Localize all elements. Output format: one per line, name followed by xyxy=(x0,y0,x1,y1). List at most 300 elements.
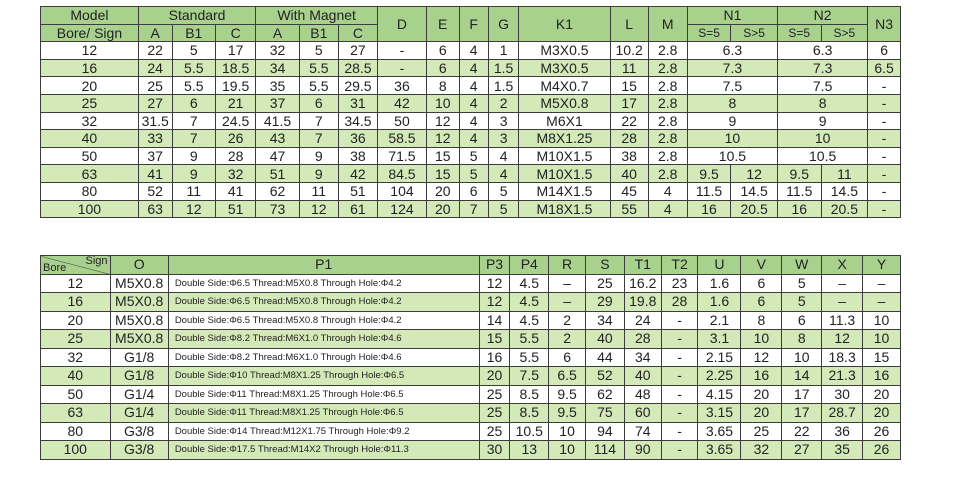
cell-c: 21 xyxy=(216,94,256,112)
header-mag-b1: B1 xyxy=(299,24,338,42)
cell-p4: 7.5 xyxy=(510,367,549,386)
cell-bore: 63 xyxy=(41,404,111,423)
table-row xyxy=(41,367,901,386)
cell-p3: 25 xyxy=(479,385,510,404)
cell-w: 17 xyxy=(782,404,822,423)
header-n3: N3 xyxy=(868,7,901,42)
cell-g: 1.5 xyxy=(488,59,518,77)
cell-u: 2.1 xyxy=(698,311,741,330)
header-t2: T2 xyxy=(661,256,698,275)
header-mag-c: C xyxy=(338,24,377,42)
cell-p1: Double Side:Φ6.5 Thread:M5X0.8 Through Hole:Φ4.2 xyxy=(168,293,479,312)
cell-k1: M8X1.25 xyxy=(519,130,610,148)
cell-v: 32 xyxy=(741,441,782,460)
cell-mc: 42 xyxy=(338,165,377,183)
cell-p4: 4.5 xyxy=(510,274,549,293)
cell-n2: 7.3 xyxy=(778,59,868,77)
cell-w: 8 xyxy=(782,330,822,349)
cell-k1: M3X0.5 xyxy=(519,42,610,60)
cell-e: 20 xyxy=(426,182,459,200)
cell-u: 3.1 xyxy=(698,330,741,349)
cell-l: 11 xyxy=(610,59,648,77)
cell-e: 6 xyxy=(426,59,459,77)
cell-mc: 38 xyxy=(338,147,377,165)
header-std-c: C xyxy=(216,24,256,42)
table-row xyxy=(41,330,901,349)
cell-x: 35 xyxy=(822,441,863,460)
cell-f: 4 xyxy=(459,130,488,148)
cell-u: 2.25 xyxy=(698,367,741,386)
cell-x: – xyxy=(822,293,863,312)
cell-u: 3.65 xyxy=(698,441,741,460)
cell-e: 15 xyxy=(426,147,459,165)
cell-w: 17 xyxy=(782,385,822,404)
cell-p3: 30 xyxy=(479,441,510,460)
cell-y: 26 xyxy=(863,441,901,460)
cell-o: M5X0.8 xyxy=(110,274,168,293)
cell-s: 25 xyxy=(586,274,625,293)
cell-r: 10 xyxy=(549,422,586,441)
cell-r: 2 xyxy=(549,311,586,330)
cell-v: 16 xyxy=(741,367,782,386)
cell-v: 20 xyxy=(741,404,782,423)
cell-o: M5X0.8 xyxy=(110,330,168,349)
cell-f: 5 xyxy=(459,147,488,165)
header-n2-sg5: S>5 xyxy=(821,24,868,42)
cell-y: 15 xyxy=(863,348,901,367)
cell-n2: 8 xyxy=(778,94,868,112)
cell-p1: Double Side:Φ11 Thread:M8X1.25 Through Hole:Φ6.5 xyxy=(168,404,479,423)
cell-g: 2 xyxy=(488,94,518,112)
cell-ma: 35 xyxy=(256,77,299,95)
cell-x: 21.3 xyxy=(822,367,863,386)
cell-l: 28 xyxy=(610,130,648,148)
cell-e: 6 xyxy=(426,42,459,60)
cell-t1: 16.2 xyxy=(624,274,661,293)
cell-x: 11.3 xyxy=(822,311,863,330)
cell-s: 44 xyxy=(586,348,625,367)
cell-v: 6 xyxy=(741,293,782,312)
cell-e: 20 xyxy=(426,200,459,218)
cell-r: 10 xyxy=(549,441,586,460)
table-row xyxy=(41,165,901,183)
cell-t2: - xyxy=(661,404,698,423)
cell-m: 2.8 xyxy=(648,165,687,183)
cell-t2: - xyxy=(661,311,698,330)
cell-bore: 40 xyxy=(41,367,111,386)
cell-n1: 10.5 xyxy=(687,147,777,165)
cell-b1: 7 xyxy=(172,112,215,130)
header-w: W xyxy=(782,256,822,275)
cell-ma: 73 xyxy=(256,200,299,218)
cell-n3: - xyxy=(868,182,901,200)
cell-k1: M4X0.7 xyxy=(519,77,610,95)
cell-a: 31.5 xyxy=(138,112,172,130)
cell-p3: 12 xyxy=(479,293,510,312)
cell-p1: Double Side:Φ17.5 Thread:M14X2 Through Hole:Φ11.3 xyxy=(168,441,479,460)
cell-mb1: 7 xyxy=(299,130,338,148)
table-row xyxy=(41,182,901,200)
cell-n1a: 9.5 xyxy=(687,165,730,183)
cell-a: 41 xyxy=(138,165,172,183)
cell-a: 52 xyxy=(138,182,172,200)
cell-l: 17 xyxy=(610,94,648,112)
cell-n1: 6.3 xyxy=(687,42,777,60)
cell-c: 24.5 xyxy=(216,112,256,130)
cell-v: 6 xyxy=(741,274,782,293)
cell-p4: 10.5 xyxy=(510,422,549,441)
cell-mb1: 6 xyxy=(299,94,338,112)
cell-mb1: 5.5 xyxy=(299,77,338,95)
cell-s: 94 xyxy=(586,422,625,441)
cell-t2: - xyxy=(661,441,698,460)
cell-l: 38 xyxy=(610,147,648,165)
cell-g: 1.5 xyxy=(488,77,518,95)
cell-bore: 20 xyxy=(41,311,111,330)
cell-t2: 28 xyxy=(661,293,698,312)
cell-t1: 28 xyxy=(624,330,661,349)
cell-u: 1.6 xyxy=(698,274,741,293)
cell-t1: 60 xyxy=(624,404,661,423)
cell-k1: M10X1.5 xyxy=(519,147,610,165)
cell-m: 2.8 xyxy=(648,42,687,60)
cell-bore: 80 xyxy=(41,182,139,200)
cell-m: 4 xyxy=(648,182,687,200)
cell-x: 18.3 xyxy=(822,348,863,367)
cell-a: 37 xyxy=(138,147,172,165)
cell-d: 71.5 xyxy=(378,147,427,165)
cell-s: 29 xyxy=(586,293,625,312)
cell-p4: 8.5 xyxy=(510,385,549,404)
cell-t1: 48 xyxy=(624,385,661,404)
cell-p1: Double Side:Φ10 Thread:M8X1.25 Through Hole:Φ6.5 xyxy=(168,367,479,386)
cell-n3: 6 xyxy=(868,42,901,60)
cell-t2: 23 xyxy=(661,274,698,293)
cell-p4: 5.5 xyxy=(510,330,549,349)
dimension-table-1 xyxy=(40,6,901,218)
cell-bore: 40 xyxy=(41,130,139,148)
cell-ma: 47 xyxy=(256,147,299,165)
cell-c: 41 xyxy=(216,182,256,200)
cell-u: 1.6 xyxy=(698,293,741,312)
header-model: Model xyxy=(41,7,139,25)
table-row xyxy=(41,59,901,77)
cell-ma: 51 xyxy=(256,165,299,183)
cell-t1: 40 xyxy=(624,367,661,386)
cell-p4: 8.5 xyxy=(510,404,549,423)
cell-k1: M3X0.5 xyxy=(519,59,610,77)
header-l: L xyxy=(610,7,648,42)
cell-n1: 7.5 xyxy=(687,77,777,95)
table-row xyxy=(41,274,901,293)
cell-c: 51 xyxy=(216,200,256,218)
cell-e: 12 xyxy=(426,130,459,148)
cell-p1: Double Side:Φ14 Thread:M12X1.75 Through Hole:Φ9.2 xyxy=(168,422,479,441)
cell-n3: 6.5 xyxy=(868,59,901,77)
cell-n2a: 9.5 xyxy=(778,165,821,183)
cell-b1: 9 xyxy=(172,165,215,183)
cell-n3: - xyxy=(868,77,901,95)
cell-y: 16 xyxy=(863,367,901,386)
header-u: U xyxy=(698,256,741,275)
cell-d: 42 xyxy=(378,94,427,112)
header-y: Y xyxy=(863,256,901,275)
table-row xyxy=(41,422,901,441)
table-row xyxy=(41,200,901,218)
cell-v: 10 xyxy=(741,330,782,349)
cell-ma: 41.5 xyxy=(256,112,299,130)
cell-f: 7 xyxy=(459,200,488,218)
cell-k1: M6X1 xyxy=(519,112,610,130)
cell-n2b: 14.5 xyxy=(821,182,868,200)
cell-f: 4 xyxy=(459,77,488,95)
cell-n1: 10 xyxy=(687,130,777,148)
cell-p1: Double Side:Φ8.2 Thread:M6X1.0 Through Hole:Φ4.6 xyxy=(168,330,479,349)
cell-a: 33 xyxy=(138,130,172,148)
cell-p3: 25 xyxy=(479,404,510,423)
cell-b1: 12 xyxy=(172,200,215,218)
cell-bore: 100 xyxy=(41,200,139,218)
cell-w: 5 xyxy=(782,293,822,312)
cell-p4: 4.5 xyxy=(510,293,549,312)
cell-x: – xyxy=(822,274,863,293)
cell-n1: 9 xyxy=(687,112,777,130)
cell-e: 8 xyxy=(426,77,459,95)
cell-ma: 34 xyxy=(256,59,299,77)
header-t1: T1 xyxy=(624,256,661,275)
cell-y: 26 xyxy=(863,422,901,441)
header-e: E xyxy=(426,7,459,42)
cell-t1: 74 xyxy=(624,422,661,441)
cell-o: G1/8 xyxy=(110,348,168,367)
cell-r: 9.5 xyxy=(549,385,586,404)
cell-t1: 19.8 xyxy=(624,293,661,312)
cell-f: 4 xyxy=(459,42,488,60)
header-g: G xyxy=(488,7,518,42)
cell-mb1: 9 xyxy=(299,165,338,183)
cell-mc: 29.5 xyxy=(338,77,377,95)
header-n1-sg5: S>5 xyxy=(731,24,778,42)
cell-r: – xyxy=(549,274,586,293)
cell-b1: 5.5 xyxy=(172,77,215,95)
cell-r: 9.5 xyxy=(549,404,586,423)
cell-d: 124 xyxy=(378,200,427,218)
cell-v: 8 xyxy=(741,311,782,330)
header-sign: Sign xyxy=(85,255,108,267)
header-n1: N1 xyxy=(687,7,777,25)
cell-p3: 20 xyxy=(479,367,510,386)
cell-n1: 8 xyxy=(687,94,777,112)
cell-f: 4 xyxy=(459,112,488,130)
cell-bore: 80 xyxy=(41,422,111,441)
cell-o: G1/4 xyxy=(110,385,168,404)
table-row xyxy=(41,441,901,460)
table-row xyxy=(41,311,901,330)
cell-ma: 37 xyxy=(256,94,299,112)
cell-s: 75 xyxy=(586,404,625,423)
cell-u: 3.65 xyxy=(698,422,741,441)
cell-d: 58.5 xyxy=(378,130,427,148)
header-s: S xyxy=(586,256,625,275)
cell-m: 4 xyxy=(648,200,687,218)
cell-s: 114 xyxy=(586,441,625,460)
cell-u: 2.15 xyxy=(698,348,741,367)
header-bore-sign: Bore/ Sign xyxy=(41,24,139,42)
cell-t2: - xyxy=(661,348,698,367)
cell-x: 30 xyxy=(822,385,863,404)
cell-p3: 25 xyxy=(479,422,510,441)
table-row xyxy=(41,404,901,423)
cell-a: 22 xyxy=(138,42,172,60)
cell-f: 4 xyxy=(459,59,488,77)
cell-e: 15 xyxy=(426,165,459,183)
cell-n1b: 20.5 xyxy=(731,200,778,218)
cell-f: 5 xyxy=(459,165,488,183)
cell-b1: 5.5 xyxy=(172,59,215,77)
cell-mb1: 9 xyxy=(299,147,338,165)
cell-n2a: 16 xyxy=(778,200,821,218)
cell-n3: - xyxy=(868,94,901,112)
cell-t1: 90 xyxy=(624,441,661,460)
cell-n2: 9 xyxy=(778,112,868,130)
header-k1: K1 xyxy=(519,7,610,42)
cell-o: G1/4 xyxy=(110,404,168,423)
cell-p1: Double Side:Φ11 Thread:M8X1.25 Through Hole:Φ6.5 xyxy=(168,385,479,404)
cell-o: G3/8 xyxy=(110,422,168,441)
cell-y: – xyxy=(863,274,901,293)
cell-mc: 27 xyxy=(338,42,377,60)
cell-f: 6 xyxy=(459,182,488,200)
cell-bore: 32 xyxy=(41,112,139,130)
dimension-table-2 xyxy=(40,255,901,460)
table-row xyxy=(41,112,901,130)
cell-ma: 62 xyxy=(256,182,299,200)
cell-n2b: 20.5 xyxy=(821,200,868,218)
cell-p4: 13 xyxy=(510,441,549,460)
cell-a: 63 xyxy=(138,200,172,218)
cell-n1b: 12 xyxy=(731,165,778,183)
cell-f: 4 xyxy=(459,94,488,112)
cell-c: 28 xyxy=(216,147,256,165)
cell-c: 26 xyxy=(216,130,256,148)
cell-w: 6 xyxy=(782,311,822,330)
cell-g: 3 xyxy=(488,130,518,148)
cell-bore: 63 xyxy=(41,165,139,183)
cell-n3: - xyxy=(868,147,901,165)
header-d: D xyxy=(378,7,427,42)
cell-mc: 28.5 xyxy=(338,59,377,77)
cell-n3: - xyxy=(868,165,901,183)
cell-bore: 50 xyxy=(41,147,139,165)
cell-d: 104 xyxy=(378,182,427,200)
cell-s: 52 xyxy=(586,367,625,386)
cell-y: 20 xyxy=(863,404,901,423)
cell-p1: Double Side:Φ6.5 Thread:M5X0.8 Through Hole:Φ4.2 xyxy=(168,274,479,293)
cell-t2: - xyxy=(661,385,698,404)
cell-ma: 32 xyxy=(256,42,299,60)
cell-k1: M18X1.5 xyxy=(519,200,610,218)
cell-l: 45 xyxy=(610,182,648,200)
cell-w: 10 xyxy=(782,348,822,367)
header-p3: P3 xyxy=(479,256,510,275)
cell-mc: 31 xyxy=(338,94,377,112)
cell-d: - xyxy=(378,42,427,60)
cell-g: 4 xyxy=(488,165,518,183)
cell-p3: 12 xyxy=(479,274,510,293)
cell-bore: 25 xyxy=(41,94,139,112)
cell-m: 2.8 xyxy=(648,77,687,95)
cell-s: 40 xyxy=(586,330,625,349)
cell-v: 12 xyxy=(741,348,782,367)
header-with-magnet: With Magnet xyxy=(256,7,378,25)
cell-p1: Double Side:Φ6.5 Thread:M5X0.8 Through Hole:Φ4.2 xyxy=(168,311,479,330)
cell-y: 10 xyxy=(863,311,901,330)
cell-n1b: 14.5 xyxy=(731,182,778,200)
table-row xyxy=(41,147,901,165)
cell-y: 20 xyxy=(863,385,901,404)
cell-n3: - xyxy=(868,130,901,148)
cell-k1: M5X0.8 xyxy=(519,94,610,112)
header-standard: Standard xyxy=(138,7,255,25)
cell-bore: 25 xyxy=(41,330,111,349)
cell-w: 27 xyxy=(782,441,822,460)
cell-bore: 50 xyxy=(41,385,111,404)
header-bore-sign-diagonal xyxy=(41,256,111,275)
header-o: O xyxy=(110,256,168,275)
cell-r: – xyxy=(549,293,586,312)
cell-e: 12 xyxy=(426,112,459,130)
cell-t1: 24 xyxy=(624,311,661,330)
cell-w: 14 xyxy=(782,367,822,386)
cell-bore: 16 xyxy=(41,59,139,77)
cell-p3: 14 xyxy=(479,311,510,330)
cell-o: M5X0.8 xyxy=(110,293,168,312)
cell-v: 20 xyxy=(741,385,782,404)
table-row xyxy=(41,385,901,404)
cell-k1: M14X1.5 xyxy=(519,182,610,200)
header-n2-s5: S=5 xyxy=(778,24,821,42)
header-f: F xyxy=(459,7,488,42)
cell-p3: 16 xyxy=(479,348,510,367)
cell-p4: 5.5 xyxy=(510,348,549,367)
header-std-a: A xyxy=(138,24,172,42)
cell-n1a: 11.5 xyxy=(687,182,730,200)
cell-w: 5 xyxy=(782,274,822,293)
cell-mc: 36 xyxy=(338,130,377,148)
cell-x: 36 xyxy=(822,422,863,441)
cell-r: 6 xyxy=(549,348,586,367)
cell-e: 10 xyxy=(426,94,459,112)
cell-m: 2.8 xyxy=(648,147,687,165)
cell-m: 2.8 xyxy=(648,130,687,148)
cell-bore: 20 xyxy=(41,77,139,95)
header-r: R xyxy=(549,256,586,275)
cell-x: 12 xyxy=(822,330,863,349)
cell-p3: 15 xyxy=(479,330,510,349)
header-bore: Bore xyxy=(43,261,67,274)
cell-bore: 100 xyxy=(41,441,111,460)
table-row xyxy=(41,94,901,112)
cell-mc: 51 xyxy=(338,182,377,200)
cell-r: 2 xyxy=(549,330,586,349)
cell-a: 27 xyxy=(138,94,172,112)
cell-u: 4.15 xyxy=(698,385,741,404)
cell-mb1: 5 xyxy=(299,42,338,60)
cell-t2: - xyxy=(661,367,698,386)
cell-m: 2.8 xyxy=(648,59,687,77)
cell-n2: 6.3 xyxy=(778,42,868,60)
cell-y: 10 xyxy=(863,330,901,349)
